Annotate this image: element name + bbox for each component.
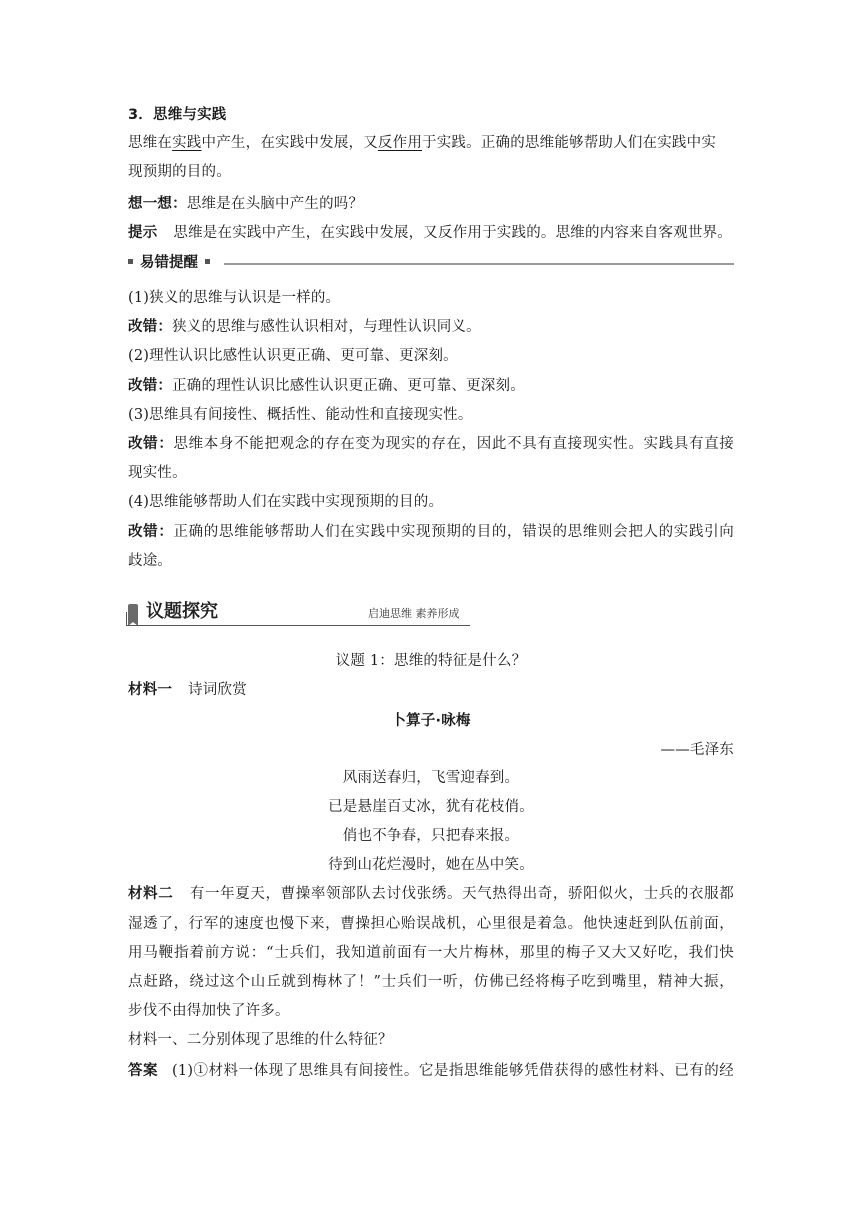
section-paragraph-line1 <box>128 133 734 153</box>
error-fix-continued: 现实性。 <box>128 465 187 481</box>
bookmark-icon <box>128 604 138 622</box>
material1-label: 材料一 <box>128 682 173 698</box>
fix-text: 正确的思维能够帮助人们在实践中实现预期的目的，错误的思维则会把人的实践引向 <box>173 524 734 540</box>
error-fix <box>128 317 734 337</box>
poem-author: ——毛泽东 <box>660 742 734 758</box>
error-reminder-title: 易错提醒 <box>140 255 198 271</box>
poem-title: 卜算子·咏梅 <box>391 713 471 729</box>
error-fix-continued: 歧途。 <box>128 553 173 569</box>
topic-banner-subtitle: 启迪思维 素养形成 <box>368 607 460 620</box>
underlined-keyword: 实践 <box>172 135 202 151</box>
underlined-keyword: 反作用 <box>377 135 423 151</box>
section-paragraph-line2: 现预期的目的。 <box>128 164 231 180</box>
text-span: 中产生，在实践中发展，又 <box>201 135 378 151</box>
topic-question: 材料一、二分别体现了思维的什么特征？ <box>128 1032 393 1048</box>
material2-line: 步伐不由得加快了许多。 <box>128 1003 290 1019</box>
material1-heading <box>128 680 734 700</box>
material2-label: 材料二 <box>128 886 174 902</box>
fix-text: 狭义的思维与感性认识相对，与理性认识同义。 <box>172 319 481 335</box>
material2-line: 点赶路，绕过这个山丘就到梅林了！”士兵们一听，仿佛已经将梅子吃到嘴里，精神大振， <box>128 974 734 990</box>
material2-line: 用马鞭指着前方说：“士兵们，我知道前面有一大片梅林，那里的梅子又大又好吃，我们快 <box>128 945 734 961</box>
material2-line <box>128 884 734 904</box>
section-heading: 3．思维与实践 <box>128 107 227 123</box>
think-question <box>128 194 734 214</box>
fix-label: 改错： <box>128 319 173 335</box>
poem-line: 风雨送春归，飞雪迎春到。 <box>342 770 520 786</box>
fix-label: 改错： <box>128 436 174 452</box>
divider <box>126 625 470 626</box>
think-text: 思维是在头脑中产生的吗？ <box>186 196 364 212</box>
error-statement: (4)思维能够帮助人们在实践中实现预期的目的。 <box>128 494 444 510</box>
text-span: 于实践。正确的思维能够帮助人们在实践中实 <box>422 135 717 151</box>
hint <box>128 223 734 243</box>
poem-line: 待到山花烂漫时，她在丛中笑。 <box>328 857 534 873</box>
fix-label: 改错： <box>128 378 173 394</box>
divider <box>224 263 734 265</box>
topic-question-title: 议题 1：思维的特征是什么？ <box>335 653 527 669</box>
error-reminder-banner <box>128 253 734 273</box>
square-bullet-icon <box>128 259 133 264</box>
text-span: 思维在 <box>128 135 173 151</box>
error-statement: (3)思维具有间接性、概括性、能动性和直接现实性。 <box>128 407 473 423</box>
material2-text: 有一年夏天，曹操率领部队去讨伐张绣。天气热得出奇，骄阳似火，士兵的衣服都 <box>189 886 734 902</box>
fix-text: 思维本身不能把观念的存在变为现实的存在，因此不具有直接现实性。实践具有直接 <box>173 436 734 452</box>
square-bullet-icon <box>205 259 210 264</box>
error-statement: (1)狭义的思维与认识是一样的。 <box>128 290 341 306</box>
answer-label: 答案 <box>128 1063 159 1079</box>
error-fix <box>128 522 734 542</box>
hint-label: 提示 <box>128 225 158 241</box>
hint-text: 思维是在实践中产生，在实践中发展，又反作用于实践的。思维的内容来自客观世界。 <box>173 225 733 241</box>
think-label: 想一想： <box>128 196 187 212</box>
answer-line <box>128 1061 734 1081</box>
error-fix <box>128 434 734 454</box>
poem-line: 已是悬崖百丈冰，犹有花枝俏。 <box>328 799 534 815</box>
material2-line: 湿透了，行军的速度也慢下来，曹操担心贻误战机，心里很是着急。他快速赶到队伍前面， <box>128 916 734 932</box>
divider <box>126 612 127 626</box>
topic-exploration-banner <box>126 598 470 628</box>
fix-label: 改错： <box>128 524 174 540</box>
material1-title: 诗词欣赏 <box>188 682 247 698</box>
error-fix <box>128 376 734 396</box>
fix-text: 正确的理性认识比感性认识更正确、更可靠、更深刻。 <box>172 378 525 394</box>
error-statement: (2)理性认识比感性认识更正确、更可靠、更深刻。 <box>128 348 458 364</box>
topic-banner-title: 议题探究 <box>146 601 218 622</box>
poem-line: 俏也不争春，只把春来报。 <box>342 828 520 844</box>
answer-text: (1)①材料一体现了思维具有间接性。它是指思维能够凭借获得的感性材料、已有的经 <box>172 1063 734 1079</box>
